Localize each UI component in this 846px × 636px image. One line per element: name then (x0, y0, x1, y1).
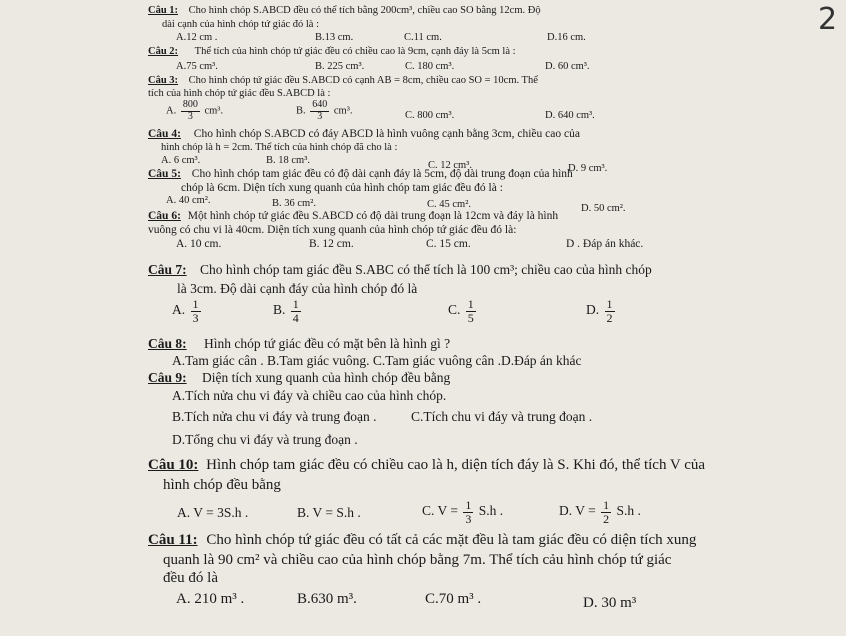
question-7-option-d-label: D. (586, 302, 600, 318)
question-8 (148, 337, 450, 351)
question-7-option-c (448, 298, 478, 324)
question-3-option-a-label: A. (166, 105, 177, 117)
question-7-text-line1: Cho hình chóp tam giác đều S.ABC có thể tích là 100 cm³; chiều cao của hình chóp (200, 262, 652, 277)
question-7-option-a-numerator: 1 (192, 297, 199, 311)
question-5 (148, 169, 573, 181)
question-11-text-line2: quanh là 90 cm² và chiều cao của hình chóp bằng 7m. Thể tích cảu hình chóp tứ giác (163, 552, 672, 568)
question-3-option-b-fraction (310, 100, 329, 122)
question-1-option-d: D.16 cm. (547, 32, 586, 43)
question-7-option-a-fraction (191, 298, 201, 324)
question-3-number: Câu 3: (148, 75, 179, 86)
question-3-option-b-numerator: 640 (312, 99, 328, 110)
question-9-number: Câu 9: (148, 370, 187, 385)
question-3-text-line2: tích của hình chóp tứ giác đều S.ABCD là : (148, 88, 331, 99)
question-3-option-a (166, 100, 223, 122)
question-7-option-c-label: C. (448, 302, 461, 318)
question-7-option-c-denominator: 5 (467, 310, 474, 325)
question-5-text-line1: Cho hình chóp tam giác đều có độ dài cạnh đáy là 5cm, độ dài trung đoạn của hình (191, 168, 573, 180)
question-3-option-a-numerator: 800 (182, 99, 198, 110)
question-6-text-line1: Một hình chóp tứ giác đều S.ABCD có độ dài trung đoạn là 12cm và đáy là hình (187, 210, 559, 222)
question-7-text-line2: là 3cm. Độ dài cạnh đáy của hình chóp đó là (177, 281, 418, 296)
question-7-option-a (172, 298, 203, 324)
margin-handwritten-mark: 2 (818, 2, 838, 37)
question-1-option-c: C.11 cm. (404, 32, 442, 43)
question-5-number: Câu 5: (148, 168, 181, 180)
question-6-number: Câu 6: (148, 210, 181, 222)
question-4-option-c: C. 12 cm³. (428, 160, 472, 171)
question-9-option-b: B.Tích nửa chu vi đáy và trung đoạn . (172, 409, 377, 424)
question-11-option-a: A. 210 m³ . (176, 591, 245, 607)
question-10-option-d (559, 499, 641, 525)
question-10-option-d-denominator: 2 (603, 511, 610, 526)
question-4-number: Câu 4: (148, 128, 181, 140)
question-11 (148, 533, 696, 548)
question-3-option-a-unit: cm³. (204, 105, 224, 117)
question-3-option-b-label: B. (296, 105, 306, 117)
question-3 (148, 76, 538, 87)
question-7-option-b-label: B. (273, 302, 286, 318)
question-9-option-d: D.Tổng chu vi đáy và trung đoạn . (172, 432, 358, 447)
question-2-text-line1: Thể tích của hình chóp tứ giác đều có chiều cao là 9cm, cạnh đáy là 5cm là : (194, 46, 516, 57)
question-7-option-d-fraction (605, 298, 615, 324)
question-9-option-c: C.Tích chu vi đáy và trung đoạn . (411, 409, 593, 424)
question-4-text-line1: Cho hình chóp S.ABCD có đáy ABCD là hình vuông cạnh bằng 3cm, chiều cao của (193, 128, 580, 140)
question-3-option-a-denominator: 3 (187, 110, 193, 122)
question-7-option-c-numerator: 1 (467, 297, 474, 311)
question-10-option-c (422, 499, 503, 525)
question-7-number: Câu 7: (148, 262, 187, 277)
question-8-text-line1: Hình chóp tứ giác đều có mặt bên là hình gì ? (204, 336, 451, 351)
question-11-option-c: C.70 m³ . (425, 591, 482, 607)
question-10-option-c-fraction (463, 499, 473, 525)
question-10-option-d-fraction (601, 499, 611, 525)
question-2 (148, 47, 516, 58)
question-11-option-d: D. 30 m³ (583, 595, 637, 611)
question-10-option-c-label: C. V = (422, 503, 459, 519)
question-1 (148, 6, 541, 17)
question-1-text-line2: dài cạnh của hình chóp tứ giác đó là : (162, 19, 320, 30)
question-7-option-b-denominator: 4 (292, 310, 299, 325)
question-7-option-b (273, 298, 303, 324)
question-7-option-a-label: A. (172, 302, 186, 318)
question-3-option-d: D. 640 cm³. (545, 110, 595, 121)
question-9-text-line1: Diện tích xung quanh của hình chóp đều bằng (202, 370, 451, 385)
question-10-option-c-tail: S.h . (478, 503, 504, 519)
question-8-number: Câu 8: (148, 336, 187, 351)
question-2-option-a: A.75 cm³. (176, 61, 218, 72)
question-11-text-line3: đều đó là (163, 570, 218, 586)
question-1-text-line1: Cho hình chóp S.ABCD đều có thể tích bằng 200cm³, chiều cao SO bằng 12cm. Độ (188, 5, 541, 16)
question-7-option-d-denominator: 2 (606, 310, 613, 325)
question-10-option-b: B. V = S.h . (297, 505, 361, 520)
question-2-number: Câu 2: (148, 46, 179, 57)
question-5-option-b: B. 36 cm². (272, 198, 316, 209)
question-9-option-a: A.Tích nửa chu vi đáy và chiều cao của hình chóp. (172, 388, 447, 403)
question-6-option-c: C. 15 cm. (426, 238, 471, 250)
question-4-option-d: D. 9 cm³. (568, 163, 608, 174)
question-3-option-b (296, 100, 353, 122)
question-5-text-line2: chóp là 6cm. Diện tích xung quanh của hình chóp tam giác đều đó là : (181, 182, 503, 194)
question-10 (148, 458, 705, 473)
question-3-option-c: C. 800 cm³. (405, 110, 455, 121)
question-11-number: Câu 11: (148, 532, 198, 548)
question-8-options: A.Tam giác cân . B.Tam giác vuông. C.Tam giác vuông cân .D.Đáp án khác (172, 353, 582, 368)
question-3-option-b-denominator: 3 (317, 110, 323, 122)
question-1-number: Câu 1: (148, 5, 179, 16)
question-4-option-a: A. 6 cm³. (161, 155, 201, 166)
question-5-option-d: D. 50 cm². (581, 203, 626, 214)
question-10-option-d-numerator: 1 (603, 498, 610, 512)
question-6 (148, 211, 558, 223)
question-10-option-d-tail: S.h . (616, 503, 641, 519)
question-1-option-a: A.12 cm . (176, 32, 218, 43)
question-7-option-c-fraction (466, 298, 476, 324)
question-7 (148, 263, 652, 277)
question-7-option-b-fraction (291, 298, 301, 324)
question-6-option-b: B. 12 cm. (309, 238, 354, 250)
question-7-option-a-denominator: 3 (192, 310, 199, 325)
question-3-option-b-unit: cm³. (333, 105, 353, 117)
question-2-option-c: C. 180 cm³. (405, 61, 455, 72)
question-3-text-line1: Cho hình chóp tứ giác đều S.ABCD có cạnh AB = 8cm, chiều cao SO = 10cm. Thể (188, 75, 538, 86)
question-10-option-c-denominator: 3 (465, 511, 472, 526)
question-3-option-a-fraction (181, 100, 200, 122)
question-11-option-b: B.630 m³. (297, 591, 357, 607)
question-10-option-d-label: D. V = (559, 503, 596, 519)
question-4 (148, 129, 580, 141)
question-10-option-c-numerator: 1 (465, 498, 472, 512)
question-9 (148, 371, 450, 385)
question-6-option-a: A. 10 cm. (176, 238, 222, 250)
question-7-option-d (586, 298, 617, 324)
question-6-option-d: D . Đáp án khác. (566, 238, 644, 250)
question-5-option-c: C. 45 cm². (427, 199, 471, 210)
question-10-option-a: A. V = 3S.h . (177, 505, 249, 520)
question-1-option-b: B.13 cm. (315, 32, 354, 43)
question-2-option-b: B. 225 cm³. (315, 61, 365, 72)
question-10-text-line2: hình chóp đều bằng (163, 477, 281, 493)
question-6-text-line2: vuông có chu vi là 40cm. Diện tích xung quanh của hình chóp tứ giác đều đó là: (148, 224, 517, 236)
question-5-option-a: A. 40 cm². (166, 195, 211, 206)
question-10-number: Câu 10: (148, 457, 199, 473)
question-7-option-d-numerator: 1 (606, 297, 613, 311)
question-11-text-line1: Cho hình chóp tứ giác đều có tất cả các mặt đều là tam giác đều có diện tích xung (206, 532, 697, 548)
question-7-option-b-numerator: 1 (292, 297, 299, 311)
question-4-option-b: B. 18 cm³. (266, 155, 310, 166)
question-4-text-line2: hình chóp là h = 2cm. Thể tích của hình chóp đã cho là : (161, 142, 398, 153)
question-10-text-line1: Hình chóp tam giác đều có chiều cao là h, diện tích đáy là S. Khi đó, thể tích V của (206, 457, 706, 473)
question-2-option-d: D. 60 cm³. (545, 61, 590, 72)
